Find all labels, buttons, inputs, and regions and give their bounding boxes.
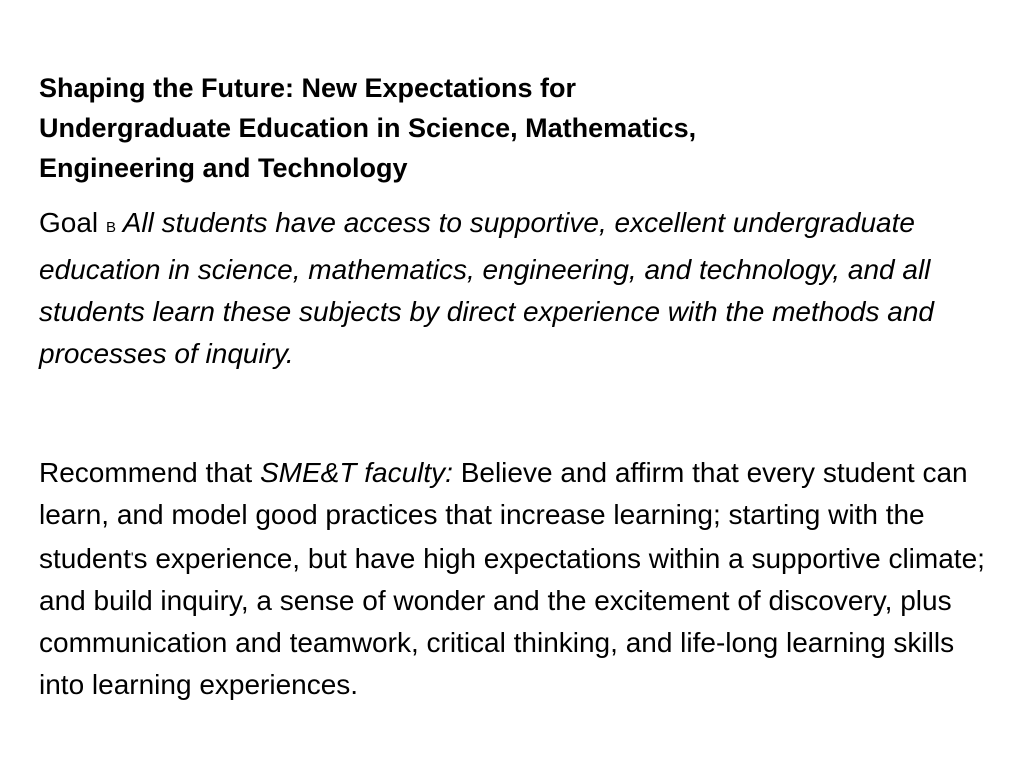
recommendation-text-1: Believe and affirm that every student can learn, and model good practices that increase learning; starting with the student: [39, 457, 968, 574]
recommendation-lead: Recommend that: [39, 457, 260, 488]
goal-paragraph: [39, 202, 999, 375]
recommendation-who: SME&T faculty:: [260, 457, 453, 488]
recommendation-apostrophe: ': [130, 549, 134, 565]
recommendation-paragraph: [39, 452, 1004, 706]
slide-title: [39, 68, 939, 188]
goal-label: Goal: [39, 207, 106, 238]
recommendation-text-2: s experience, but have high expectations within a supportive climate; and build inquiry, a sense of wonder and the excitement of discovery, plus communication and teamwork, critical thinking, and life-long learning skills into learning experiences.: [39, 543, 985, 700]
title-line-1: Shaping the Future: New Expectations for: [39, 73, 577, 103]
title-line-2: Undergraduate Education in Science, Mathematics,: [39, 113, 697, 143]
goal-marker: B: [105, 219, 116, 236]
title-line-3: Engineering and Technology: [39, 153, 408, 183]
goal-text: All students have access to supportive, excellent undergraduate education in science, mathematics, engineering, and technology, and all students learn these subjects by direct experience with the methods and processes of inquiry.: [39, 207, 934, 369]
